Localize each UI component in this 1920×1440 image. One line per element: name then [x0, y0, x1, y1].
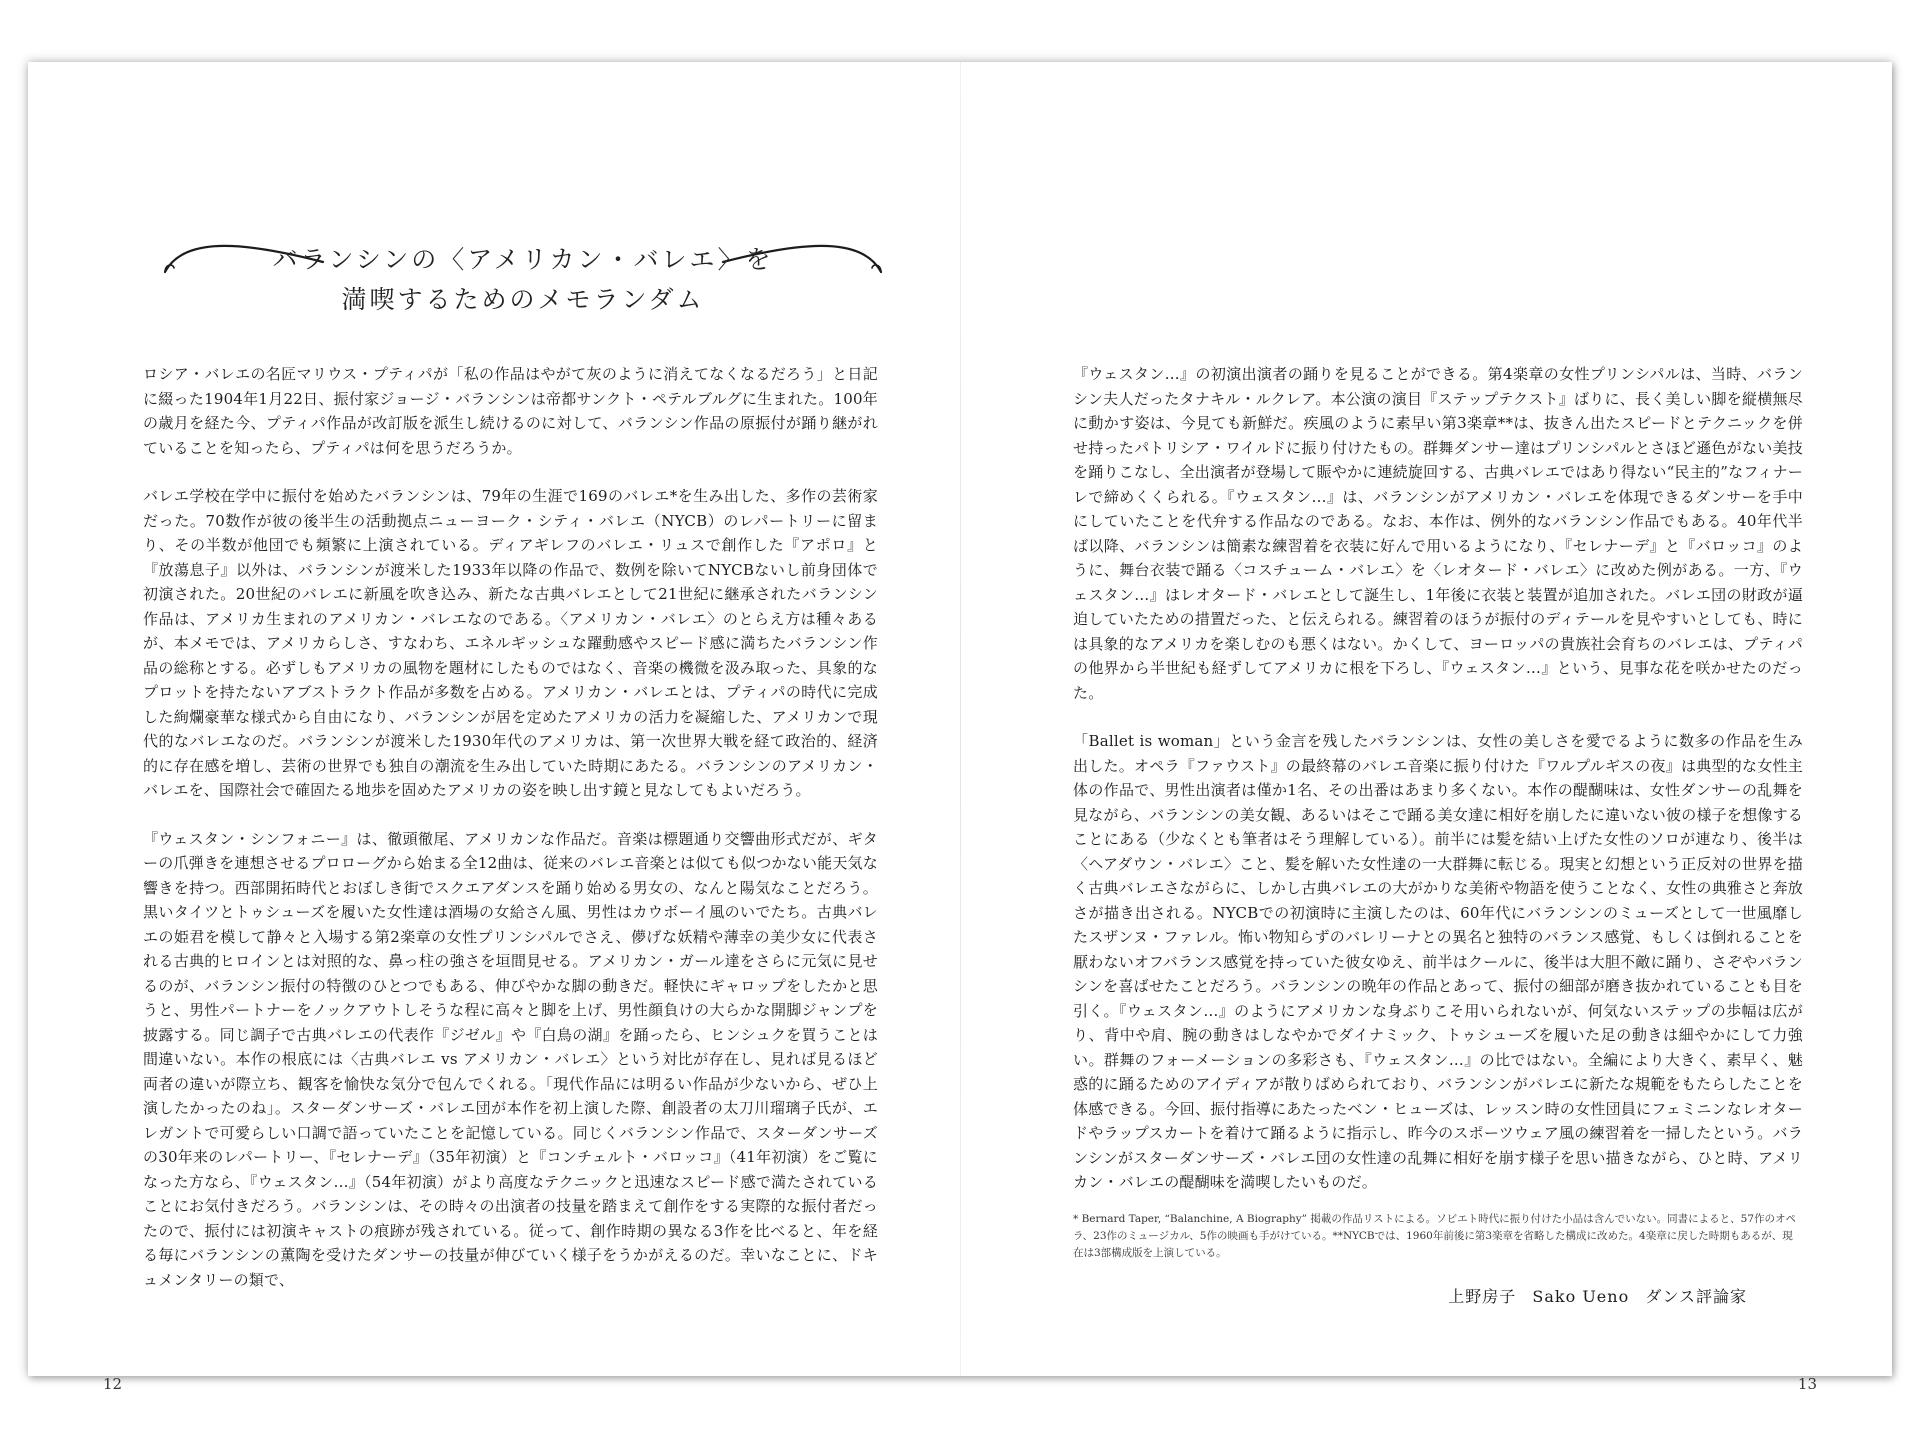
- left-paragraph-1: ロシア・バレエの名匠マリウス・プティパが「私の作品はやがて灰のように消えてなくなるだろう」と日記に綴った1904年1月22日、振付家ジョージ・バランシンは帝都サンクト・ペテルブルグに生まれた。100年の歳月を経た今、プティパ作品が改訂版を派生し続けるのに対して、バランシン作品の原振付が踊り継がれていることを知ったら、プティパは何を思うだろうか。: [143, 365, 878, 457]
- page-number-right: 13: [1797, 1375, 1817, 1393]
- right-paragraph-2: 「Ballet is woman」という金言を残したバランシンは、女性の美しさを愛でるように数多の作品を生み出した。オペラ『ファウスト』の最終幕のバレエ音楽に振り付けた『ワルプルギスの夜』は典型的な女性主体の作品で、男性出演者は僅か1名、その出番はあまり多くない。本作の醍醐味は、女性ダンサーの乱舞を見ながら、バランシンの美女観、あるいはそこで踊る美女達に相好を崩したに違いない彼の様子を想像することにある（少なくとも筆者はそう理解している）。前半には髪を結い上げた女性のソロが連なり、後半は〈ヘアダウン・バレエ〉こと、髪を解いた女性達の一大群舞に転じる。現実と幻想という正反対の世界を描く古典バレエさながらに、しかし古典バレエの大がかりな美術や物語を使うことなく、女性の典雅さと奔放さが描き出される。NYCBでの初演時に主演したのは、60年代にバランシンのミューズとして一世風靡したスザンヌ・ファレル。怖い物知らずのバレリーナとの異名と独特のバランス感覚、もしくは倒れることを厭わないオフバランス感覚を持っていた彼女ゆえ、前半はクールに、後半は大胆不敵に踊り、さぞやバランシンを喜ばせたことだろう。バランシンの晩年の作品とあって、振付の細部が磨き抜かれていることも目を引く。『ウェスタン…』のようにアメリカンな身ぶりこそ用いられないが、何気ないステップの歩幅は広がり、背中や肩、腕の動きはしなやかでダイナミック、トゥシューズを履いた足の動きは細やかにして力強い。群舞のフォーメーションの多彩さも、『ウェスタン…』の比ではない。全編により大きく、素早く、魅惑的に踊るためのアイディアが散りばめられており、バランシンがバレエに新たな規範をもたらしたことを体感できる。今回、振付指導にあたったベン・ヒューズは、レッスン時の女性団員にフェミニンなレオタードやラップスカートを着けて踊るように指示し、昨今のスポーツウェア風の練習着を一掃したという。バランシンがスターダンサーズ・バレエ団の女性達の乱舞に相好を崩す様子を思い描きながら、ひと時、アメリカン・バレエの醍醐味を満喫したいものだ。: [1073, 732, 1803, 1191]
- author-name-en: Sako Ueno: [1532, 1287, 1630, 1306]
- right-paragraph-1: 『ウェスタン…』の初演出演者の踊りを見ることができる。第4楽章の女性プリンシパルは、当時、バランシン夫人だったタナキル・ルクレア。本公演の演目『ステップテクスト』ばりに、長く美しい脚を縦横無尽に動かす姿は、今見ても新鮮だ。疾風のように素早い第3楽章**は、抜きん出たスピードとテクニックを併せ持ったパトリシア・ワイルドに振り付けたもの。群舞ダンサー達はプリンシパルとさほど遜色がない美技を踊りこなし、全出演者が登場して賑やかに連続旋回する、古典バレエではあり得ない“民主的”なフィナーレで締めくくられる。『ウェスタン…』は、バランシンがアメリカン・バレエを体現できるダンサーを手中にしていたことを代弁する作品なのである。なお、本作は、例外的なバランシン作品でもある。40年代半ば以降、バランシンは簡素な練習着を衣装に好んで用いるようになり、『セレナーデ』と『バロッコ』のように、舞台衣装で踊る〈コスチューム・バレエ〉を〈レオタード・バレエ〉に改めた例がある。一方、『ウェスタン…』はレオタード・バレエとして誕生し、1年後に衣装と装置が追加された。バレエ団の財政が逼迫していたための措置だった、と伝えられる。練習着のほうが振付のディテールを見やすいとしても、時には具象的なアメリカを楽しむのも悪くはない。かくして、ヨーロッパの貴族社会育ちのバレエは、プティパの他界から半世紀も経ずしてアメリカに根を下ろし、『ウェスタン…』という、見事な花を咲かせたのだった。: [1073, 365, 1803, 702]
- title-line-2: 満喫するためのメモランダム: [341, 285, 705, 314]
- title-block: [163, 170, 883, 314]
- author-role: ダンス評論家: [1645, 1287, 1747, 1306]
- author-name-ja: 上野房子: [1448, 1287, 1517, 1306]
- page-number-left: 12: [103, 1375, 123, 1393]
- left-column: [143, 362, 878, 1316]
- left-paragraph-3: 『ウェスタン・シンフォニー』は、徹頭徹尾、アメリカンな作品だ。音楽は標題通り交響曲形式だが、ギターの爪弾きを連想させるプロローグから始まる全12曲は、従来のバレエ音楽とは似ても似つかない能天気な響きを持つ。西部開拓時代とおぼしき街でスクエアダンスを踊り始める男女の、なんと陽気なことだろう。黒いタイツとトゥシューズを履いた女性達は酒場の女給さん風、男性はカウボーイ風のいでたち。古典バレエの姫君を模して静々と入場する第2楽章の女性プリンシパルでさえ、儚げな妖精や薄幸の美少女に代表される古典的ヒロインとは対照的な、鼻っ柱の強さを垣間見せる。アメリカン・ガール達をさらに元気に見せるのが、バランシン振付の特徴のひとつでもある、伸びやかな脚の動きだ。軽快にギャロップをしたかと思うと、男性パートナーをノックアウトしそうな程に高々と脚を上げ、男性顔負けの大らかな開脚ジャンプを披露する。同じ調子で古典バレエの代表作『ジゼル』や『白鳥の湖』を踊ったら、ヒンシュクを買うことは間違いない。本作の根底には〈古典バレエ vs アメリカン・バレエ〉という対比が存在し、見れば見るほど両者の違いが際立ち、観客を愉快な気分で包んでくれる。「現代作品には明るい作品が少ないから、ぜひ上演したかったのね」。スターダンサーズ・バレエ団が本作を初上演した際、創設者の太刀川瑠璃子氏が、エレガントで可愛らしい口調で語っていたことを記憶している。同じくバランシン作品で、スターダンサーズの30年来のレパートリー、『セレナーデ』（35年初演）と『コンチェルト・バロッコ』（41年初演）をご覧になった方なら、『ウェスタン…』（54年初演）がより高度なテクニックと迅速なスピード感で満たされていることにお気付きだろう。バランシンは、その時々の出演者の技量を踏まえて創作をする実際的な振付者だったので、振付には初演キャストの痕跡が残されている。従って、創作時期の異なる3作を比べると、年を経る毎にバランシンの薫陶を受けたダンサーの技量が伸びていく様子をうかがえるのだ。幸いなことに、ドキュメンタリーの類で、: [143, 829, 878, 1289]
- byline: [1448, 1284, 1747, 1307]
- footnote-text: * Bernard Taper, “Balanchine, A Biography” 掲載の作品リストによる。ソビエト時代に振り付けた小品は含んでいない。同書によると、57作のオペラ、23作のミュージカル、5作の映画も手がけている。**NYCBでは、1960年前後に第3楽章を省略した構成に改めた。4楽章に戻した時期もあるが、現在は3部構成版を上演している。: [1073, 1213, 1797, 1259]
- page-fold: [960, 62, 961, 1376]
- magazine-spread: [28, 62, 1892, 1393]
- left-paragraph-2: バレエ学校在学中に振付を始めたバランシンは、79年の生涯で169のバレエ*を生み出した、多作の芸術家だった。70数作が彼の後半生の活動拠点ニューヨーク・シティ・バレエ（NYCB）のレパートリーに留まり、その半数が他団でも頻繁に上演されている。ディアギレフのバレエ・リュスで創作した『アポロ』と『放蕩息子』以外は、バランシンが渡米した1933年以降の作品で、数例を除いてNYCBないし前身団体で初演された。20世紀のバレエに新風を吹き込み、新たな古典バレエとして21世紀に継承されたバランシン作品は、アメリカ生まれのアメリカン・バレエなのである。〈アメリカン・バレエ〉のとらえ方は種々あるが、本メモでは、アメリカらしさ、すなわち、エネルギッシュな躍動感やスピード感に満ちたバランシン作品の総称とする。必ずしもアメリカの風物を題材にしたものではなく、音楽の機微を汲み取った、具象的なプロットを持たないアブストラクト作品が多数を占める。アメリカン・バレエとは、プティパの時代に完成した絢爛豪華な様式から自由になり、バランシンが居を定めたアメリカの活力を凝縮した、アメリカンで現代的なバレエなのだ。バランシンが渡米した1930年代のアメリカは、第一次世界大戦を経て政治的、経済的に存在感を増し、芸術の世界でも独自の潮流を生み出していた時期にあたる。バランシンのアメリカン・バレエを、国際社会で確固たる地歩を固めたアメリカの姿を映し出す鏡と見なしてもよいだろう。: [143, 487, 878, 799]
- right-column: [1073, 362, 1803, 1219]
- footnote: [1073, 1211, 1803, 1262]
- title-line-1: バランシンの〈アメリカン・バレエ〉を: [272, 245, 774, 274]
